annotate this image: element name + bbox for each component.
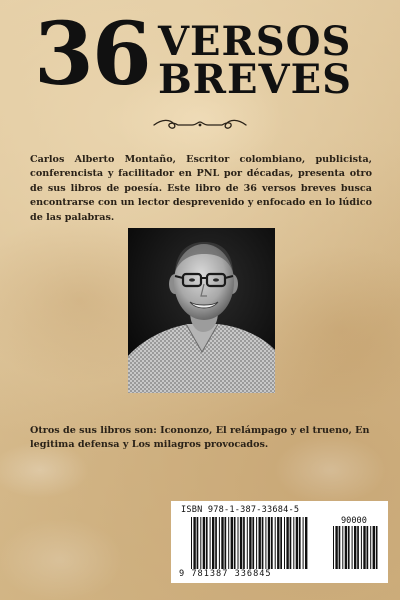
barcode-bar (238, 517, 239, 569)
title-line-2: BREVES (158, 56, 352, 103)
barcode-bar (256, 517, 257, 569)
author-bio: Carlos Alberto Montaño, Escritor colombiano, publicista, conferencista y facilitador en PNL por décadas, presenta otro de sus libros de poesía. Este libro de 36 versos breves busca encontrarse con un lector desprevenido y enfocado en lo lúdico de las palabras. (30, 154, 372, 223)
barcode-bar (225, 517, 227, 569)
barcode-bar (191, 517, 192, 569)
barcode-bar (265, 517, 266, 569)
barcode-bar (268, 517, 270, 569)
barcode-bar (286, 517, 288, 569)
barcode-bar (275, 517, 276, 569)
barcode-bar (290, 517, 292, 569)
barcode-bar (221, 517, 223, 569)
barcode-bar (333, 526, 334, 569)
barcode-bar (228, 517, 229, 569)
barcode-bar (299, 517, 301, 569)
barcode-bar (357, 526, 359, 569)
ean-barcode-icon (191, 517, 309, 569)
barcode-bar (215, 517, 217, 569)
barcode-bar (370, 526, 371, 569)
barcode-bar (305, 517, 307, 569)
barcode-bar (212, 517, 214, 569)
barcode-bar (376, 526, 378, 569)
author-portrait-image (128, 228, 275, 393)
barcode-bar (277, 517, 279, 569)
flourish-divider-icon (152, 118, 248, 132)
barcode-bar (373, 526, 375, 569)
title-number: 36 (34, 4, 150, 105)
barcode-bar (231, 517, 233, 569)
isbn-text: ISBN 978-1-387-33684-5 (181, 505, 300, 515)
barcode-bar (348, 526, 350, 569)
price-barcode-icon (333, 526, 378, 569)
barcode-bar (361, 526, 362, 569)
barcode-bar (197, 517, 199, 569)
barcode-bar (252, 517, 254, 569)
barcode-bar (243, 517, 245, 569)
barcode-bar (262, 517, 264, 569)
isbn-barcode-label (171, 501, 388, 583)
barcode-bar (342, 526, 343, 569)
barcode-bar (234, 517, 236, 569)
barcode-bar (296, 517, 298, 569)
barcode-bar (303, 517, 304, 569)
barcode-bar (363, 526, 365, 569)
barcode-bar (345, 526, 347, 569)
barcode-bar (271, 517, 273, 569)
barcode-bar (206, 517, 208, 569)
title-line-1: VERSOS (158, 18, 352, 65)
other-books-text: Otros de sus libros son: Icononzo, El relámpago y el trueno, En legitima defensa y Los milagros provocados. (30, 425, 370, 451)
barcode-bar (240, 517, 242, 569)
barcode-bar (219, 517, 220, 569)
barcode-bar (339, 526, 341, 569)
barcode-bar (335, 526, 337, 569)
barcode-bar (280, 517, 282, 569)
barcode-bar (293, 517, 294, 569)
ean-digits: 9 781387 336845 (179, 569, 272, 579)
barcode-bar (193, 517, 195, 569)
barcode-bar (203, 517, 205, 569)
barcode-bar (352, 526, 353, 569)
barcode-bar (247, 517, 248, 569)
author-photo (128, 228, 275, 393)
barcode-bar (354, 526, 356, 569)
barcode-bar (259, 517, 261, 569)
barcode-bar (367, 526, 369, 569)
barcode-bar (284, 517, 285, 569)
barcode-bar (200, 517, 201, 569)
barcode-bar (210, 517, 211, 569)
price-code: 90000 (341, 516, 367, 526)
barcode-bar (249, 517, 251, 569)
